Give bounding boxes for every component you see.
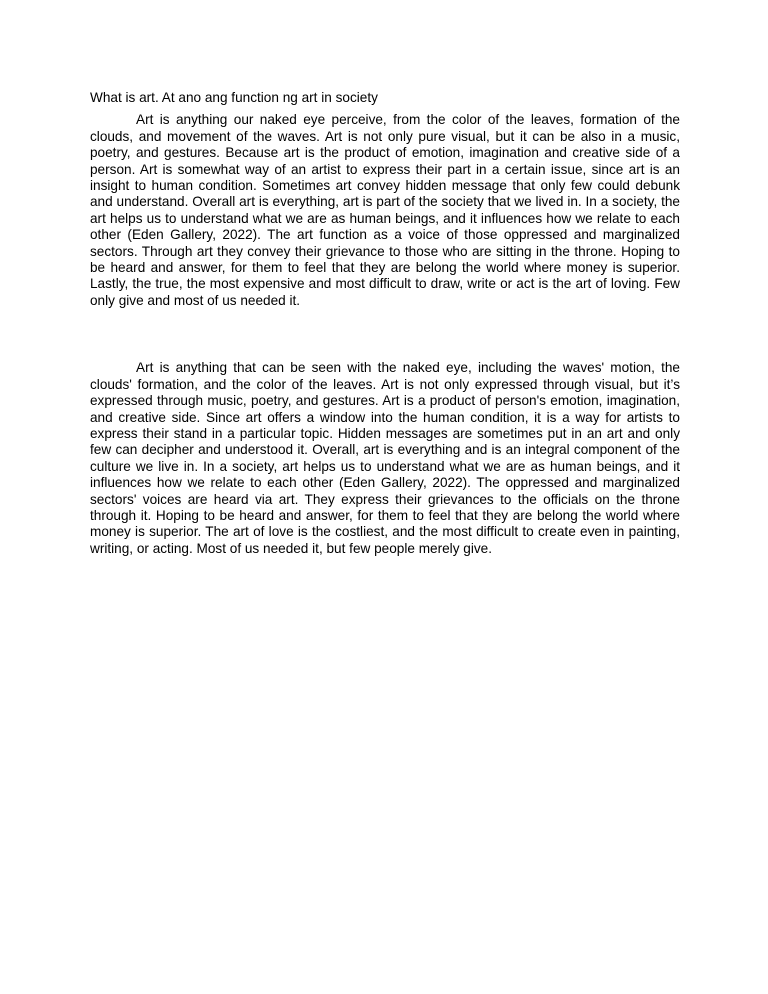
paragraph-original: Art is anything our naked eye perceive, from the color of the leaves, formation of the clouds, and movement of the waves. Art is not only pure visual, but it can be also in a music, poetry, and gestures. Because art is the product of emotion, imagination and creative side of a person. Art is somewhat way of an artist to express their part in a certain issue, since art is an insight to human condition. Sometimes art convey hidden message that only few could debunk and understand. Overall art is everything, art is part of the society that we lived in. In a society, the art helps us to understand what we are as human beings, and it influences how we relate to each other (Eden Gallery, 2022). The art function as a voice of those oppressed and marginalized sectors. Through art they convey their grievance to those who are sitting in the throne. Hoping to be heard and answer, for them to feel that they are belong the world where money is superior. Lastly, the true, the most expensive and most difficult to draw, write or act is the art of loving. Few only give and most of us needed it. (90, 112, 680, 308)
paragraph-paraphrased: Art is anything that can be seen with the naked eye, including the waves' motion, the clouds' formation, and the color of the leaves. Art is not only expressed through visual, but it’s expressed through music, poetry, and gestures. Art is a product of person's emotion, imagination, and creative side. Since art offers a window into the human condition, it is a way for artists to express their stand in a particular topic. Hidden messages are sometimes put in an art and only few can decipher and understood it. Overall, art is everything and is an integral component of the culture we live in. In a society, art helps us to understand what we are as human beings, and it influences how we relate to each other (Eden Gallery, 2022). The oppressed and marginalized sectors' voices are heard via art. They express their grievances to the officials on the throne through it. Hoping to be heard and answer, for them to feel that they are belong the world where money is superior. The art of love is the costliest, and the most difficult to create even in painting, writing, or acting. Most of us needed it, but few people merely give. (90, 360, 680, 556)
document-body (90, 90, 680, 557)
question-heading: What is art. At ano ang function ng art in society (90, 90, 378, 105)
